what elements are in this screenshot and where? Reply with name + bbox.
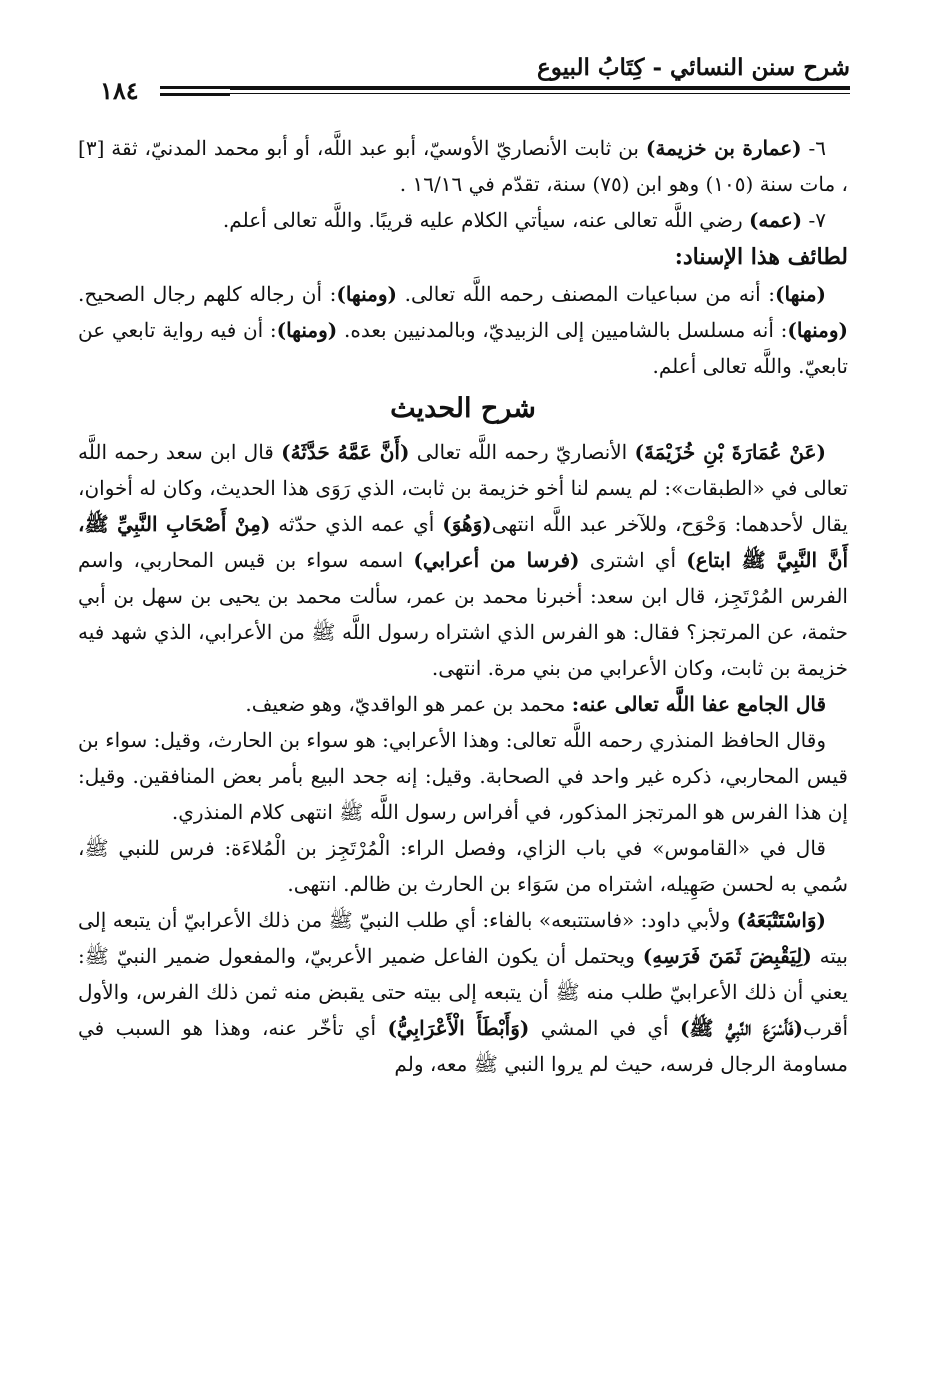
hadith-quote: (وَاسْتَتْبَعَهُ) <box>736 908 826 932</box>
narrator-bio: رضي اللَّه تعالى عنه، سيأتي الكلام عليه قريبًا. واللَّه تعالى أعلم. <box>222 208 743 232</box>
page-number: ١٨٤ <box>100 76 139 105</box>
sharh-paragraph-5 <box>78 902 848 1082</box>
hadith-quote: (وَأَبْطَأَ الْأَعْرَابِيُّ) <box>387 1016 530 1040</box>
commentary-text: أي في المشي <box>529 1016 680 1040</box>
commentary-text: ولأبي داود: «فاستتبعه» بالفاء: أي طلب النبيّ ﷺ من ذلك الأعرابيّ أن يتبعه إلى بيته <box>78 908 848 968</box>
lataif-heading: لطائف هذا الإسناد: <box>674 244 848 270</box>
hadith-quote: (مِنْ أَصْحَابِ النَّبِيِّ ﷺ، أَنَّ النَّبِيَّ ﷺ ابتاع) <box>78 512 849 572</box>
commentary-text: ويحتمل أن يكون الفاعل ضمير الأعربيّ، والمفعول ضمير النبيّ ﷺ: يعني أن ذلك الأعرابيّ طلب منه ﷺ أن يتبعه إلى بيته حتى يقبض منه ثمن ذلك الفرس، والأول أقرب <box>78 944 848 1040</box>
hadith-quote: (أَنَّ عَمَّهُ حَدَّثَهُ) <box>281 440 410 464</box>
author-note-label: قال الجامع عفا اللَّه تعالى عنه: <box>571 692 826 716</box>
hadith-quote: (عَنْ عُمَارَةَ بْنِ خُزَيْمَةَ) <box>634 440 826 464</box>
commentary-text: أي تأخّر عنه، وهذا هو السبب في مساومة الرجال فرسه، حيث لم يروا النبي ﷺ معه، ولم <box>78 1016 848 1076</box>
commentary-text: محمد بن عمر هو الواقديّ، وهو ضعيف. <box>245 692 572 716</box>
hadith-quote: (لِيَقْبِضَ ثَمَنَ فَرَسِهِ) <box>642 944 812 968</box>
point-label: (منها) <box>775 282 827 306</box>
commentary-text: أي اشترى <box>579 548 687 572</box>
narrator-name: (عمارة بن خزيمة) <box>645 136 802 160</box>
commentary-text: وقال الحافظ المنذري رحمه اللَّه تعالى: وهذا الأعرابي: هو سواء بن الحارث، وقيل: سواء بن قيس المحاربي، ذكره غير واحد في الصحابة. وقيل: إنه جحد البيع بأمر بعض المنافقين. وقيل: إن هذا الفرس هو المرتجز المذكور، في أفراس رسول اللَّه ﷺ انتهى كلام المنذري. <box>78 728 848 824</box>
page-header <box>80 50 850 110</box>
sharh-paragraph-2 <box>78 686 848 722</box>
hadith-quote: (فَأَسْرَعَ النَّبِيُّ ﷺ) <box>679 1016 804 1040</box>
point-label: (ومنها) <box>276 318 338 342</box>
narrator-bio: بن ثابت الأنصاريّ الأوسيّ، أبو عبد اللَّه، أو أبو محمد المدنيّ، ثقة [٣] ، مات سنة (١٠٥) وهو ابن (٧٥) سنة، تقدّم في ١٦/١٦ . <box>78 136 848 196</box>
running-title: شرح سنن النسائي - كِتَابُ البيوع <box>537 54 850 81</box>
sharh-heading: شرح الحديث <box>390 393 536 424</box>
page-number-area <box>80 76 230 108</box>
commentary-text: قال ابن سعد رحمه اللَّه تعالى في «الطبقات»: لم يسم لنا أخو خزيمة بن ثابت، الذي رَوَى هذا الحديث، وكان له أخوان، يقال لأحدهما: وَحْوَح، وللآخر عبد اللَّه انتهى <box>78 440 848 536</box>
page-number-bars <box>160 86 230 100</box>
point-label: (ومنها) <box>336 282 398 306</box>
page-body <box>78 130 848 1082</box>
commentary-text: قال في «القاموس» في باب الزاي، وفصل الراء: الْمُرْتَجِز بن الْمُلاءَة: فرس للنبي ﷺ، سُمي به لحسن صَهِيله، اشتراه من سَوَاء بن الحارث بن ظالم. انتهى. <box>78 836 848 896</box>
point-label: (ومنها) <box>787 318 849 342</box>
narrator-entry-6 <box>78 130 848 202</box>
sharh-paragraph-3 <box>78 722 848 830</box>
commentary-text: الأنصاريّ رحمه اللَّه تعالى <box>409 440 635 464</box>
narrator-entry-7 <box>78 202 848 238</box>
point-text: : أن رجاله كلهم رجال الصحيح. <box>78 282 337 306</box>
hadith-quote: (وَهُوَ) <box>442 512 492 536</box>
point-text: : أن فيه رواية تابعي عن تابعيّ. واللَّه تعالى أعلم. <box>78 318 848 378</box>
sharh-paragraph-1 <box>78 434 848 686</box>
commentary-text: أي عمه الذي حدّثه <box>270 512 443 536</box>
hadith-quote: (فرسا من أعرابي) <box>413 548 580 572</box>
entry-number: ٦- <box>808 136 826 160</box>
sharh-paragraph-4 <box>78 830 848 902</box>
entry-number: ٧- <box>808 208 826 232</box>
narrator-name: (عمه) <box>748 208 803 232</box>
point-text: : أنه مسلسل بالشاميين إلى الزبيديّ، وبالمدنيين بعده. <box>343 318 788 342</box>
lataif-paragraph <box>78 276 848 384</box>
commentary-text: اسمه سواء بن قيس المحاربي، واسم الفرس المُرْتَجِز، قال ابن سعد: أخبرنا محمد بن عمر، سألت محمد بن يحيى بن سهل بن أبي حثمة، عن المرتجز؟ فقال: هو الفرس الذي اشتراه رسول اللَّه ﷺ من الأعرابي، الذي شهد فيه خزيمة بن ثابت، وكان الأعرابي من بني مرة. انتهى. <box>78 548 848 680</box>
point-text: : أنه من سباعيات المصنف رحمه اللَّه تعالى. <box>404 282 776 306</box>
